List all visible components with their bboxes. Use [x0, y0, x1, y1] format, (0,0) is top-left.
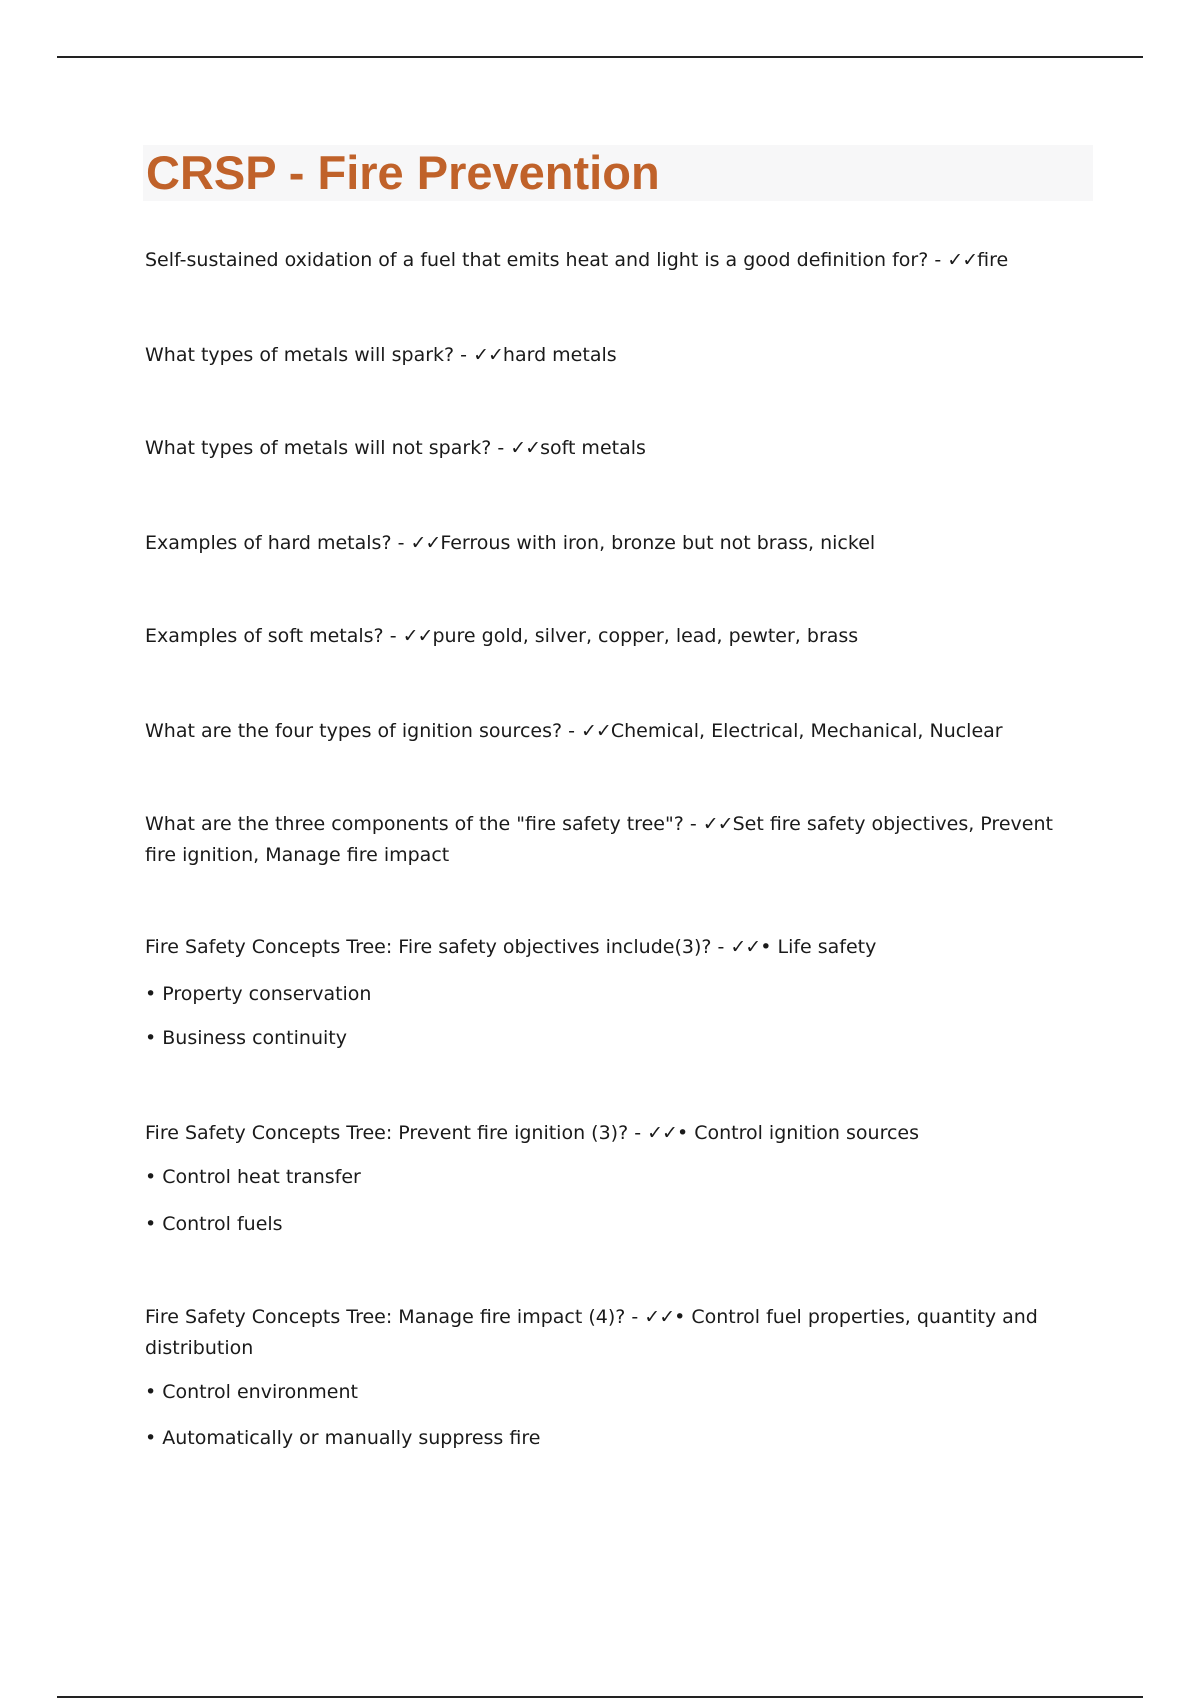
- answer-text: Chemical, Electrical, Mechanical, Nuclear: [610, 720, 1003, 742]
- separator: -: [711, 936, 731, 958]
- answer-text: Set fire safety objectives, Prevent fire ignition, Manage fire impact: [145, 813, 1053, 866]
- separator: -: [562, 720, 582, 742]
- qa-item: [145, 621, 1065, 652]
- answer-text: Ferrous with iron, bronze but not brass, nickel: [440, 532, 876, 554]
- bottom-rule: [57, 1696, 1143, 1698]
- qa-item: [145, 1302, 1065, 1364]
- separator: -: [628, 1122, 648, 1144]
- top-rule: [57, 56, 1143, 58]
- bullet-item: • Control heat transfer: [145, 1166, 361, 1188]
- question-text: Self-sustained oxidation of a fuel that emits heat and light is a good definition for?: [145, 249, 929, 271]
- answer-text: fire: [977, 249, 1009, 271]
- qa-item: [145, 245, 1065, 276]
- qa-item: [145, 340, 1065, 371]
- answer-text: pure gold, silver, copper, lead, pewter, brass: [432, 625, 859, 647]
- qa-item: [145, 433, 1065, 464]
- separator: -: [391, 532, 411, 554]
- check-icon: ✓✓: [581, 720, 611, 742]
- check-icon: ✓✓: [947, 249, 978, 271]
- check-icon: ✓✓: [410, 532, 441, 554]
- answer-text: soft metals: [540, 437, 646, 459]
- qa-item: [145, 528, 1065, 559]
- check-icon: ✓✓: [730, 936, 761, 958]
- qa-item: [145, 932, 1065, 963]
- bullet-item: • Automatically or manually suppress fire: [145, 1427, 541, 1449]
- question-text: What are the three components of the "fire safety tree"?: [145, 813, 684, 835]
- bullet-item: • Property conservation: [145, 983, 372, 1005]
- question-text: What are the four types of ignition sources?: [145, 720, 563, 742]
- separator: -: [928, 249, 948, 271]
- question-text: Fire Safety Concepts Tree: Prevent fire ignition (3)?: [145, 1122, 629, 1144]
- qa-item: [145, 716, 1065, 747]
- question-text: Examples of hard metals?: [145, 532, 392, 554]
- question-text: Examples of soft metals?: [145, 625, 384, 647]
- check-icon: ✓✓: [644, 1306, 675, 1328]
- answer-text: • Life safety: [760, 936, 877, 958]
- question-text: What types of metals will spark?: [145, 344, 455, 366]
- question-text: Fire Safety Concepts Tree: Fire safety objectives include(3)?: [145, 936, 712, 958]
- document-title: CRSP - Fire Prevention: [146, 146, 660, 199]
- bullet-item: • Business continuity: [145, 1027, 347, 1049]
- check-icon: ✓✓: [702, 813, 733, 835]
- answer-text: • Control fuel properties, quantity and distribution: [145, 1306, 1038, 1359]
- separator: -: [625, 1306, 645, 1328]
- check-icon: ✓✓: [647, 1122, 677, 1144]
- qa-item: [145, 1118, 1065, 1149]
- bullet-item: • Control environment: [145, 1381, 358, 1403]
- check-icon: ✓✓: [402, 625, 433, 647]
- question-text: What types of metals will not spark?: [145, 437, 492, 459]
- answer-text: • Control ignition sources: [676, 1122, 920, 1144]
- question-text: Fire Safety Concepts Tree: Manage fire impact (4)?: [145, 1306, 626, 1328]
- separator: -: [491, 437, 511, 459]
- separator: -: [683, 813, 703, 835]
- answer-text: hard metals: [502, 344, 617, 366]
- separator: -: [383, 625, 403, 647]
- check-icon: ✓✓: [473, 344, 503, 366]
- separator: -: [454, 344, 474, 366]
- check-icon: ✓✓: [510, 437, 541, 459]
- bullet-item: • Control fuels: [145, 1213, 283, 1235]
- qa-item: [145, 809, 1065, 871]
